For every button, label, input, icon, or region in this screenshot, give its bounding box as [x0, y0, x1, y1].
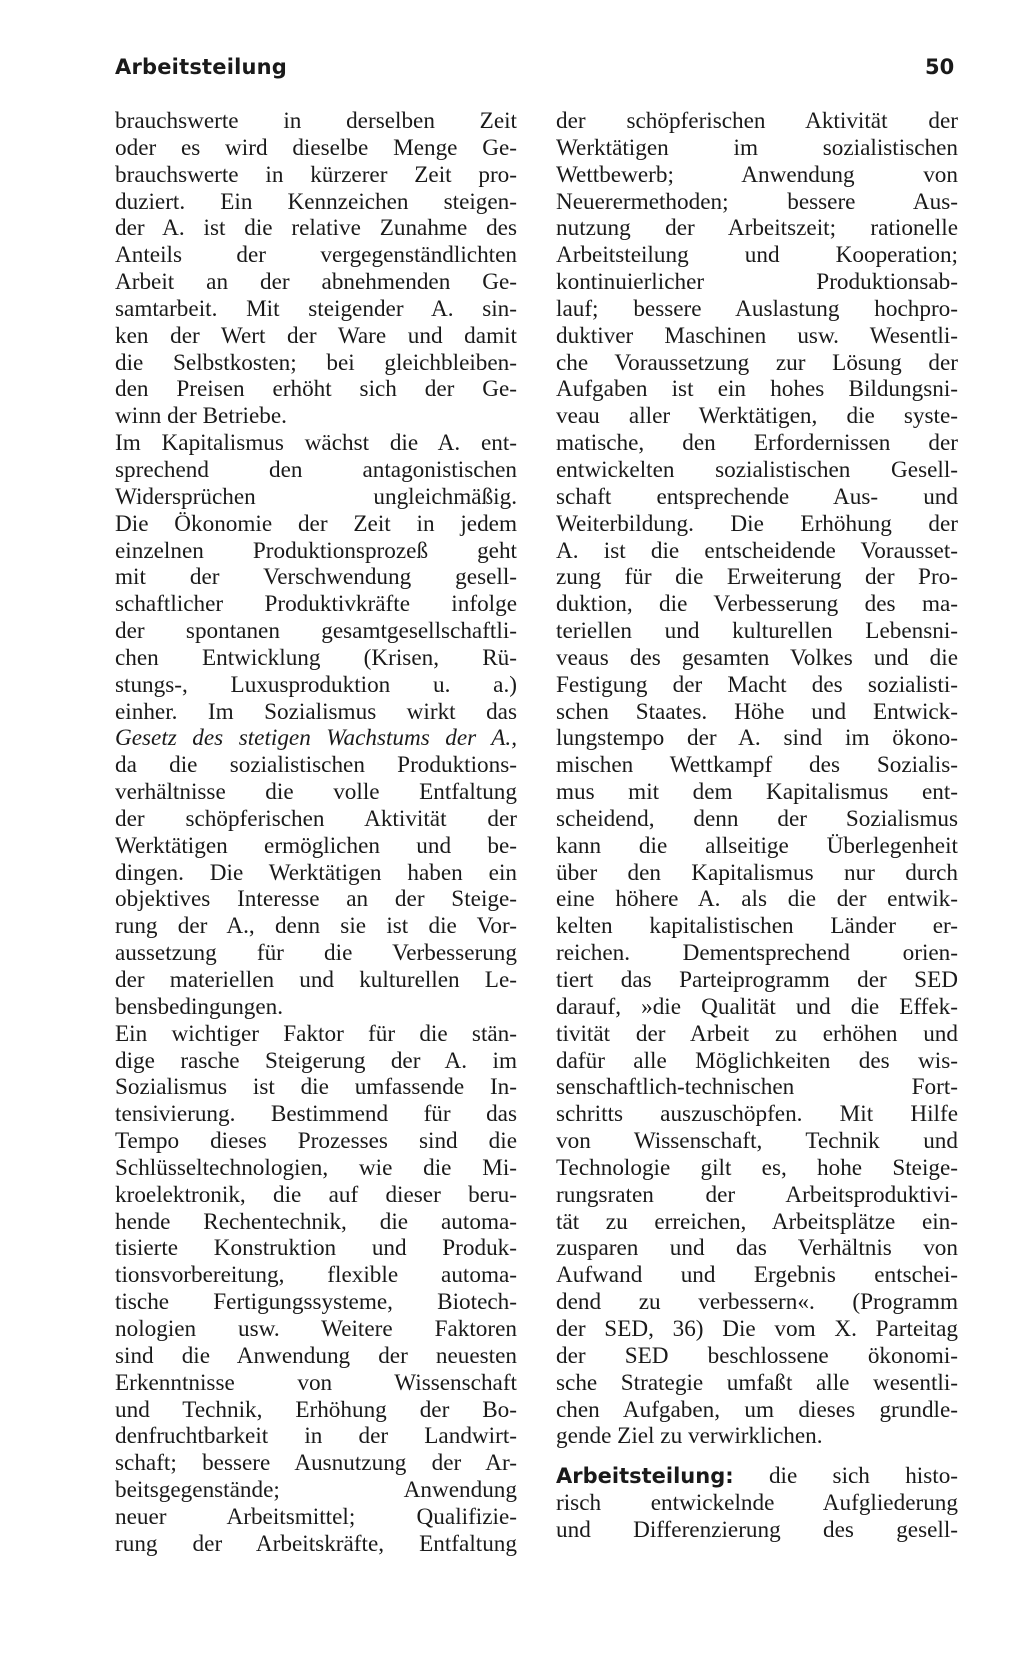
page-number: 50: [925, 55, 955, 79]
text-line: gende Ziel zu verwirklichen.: [556, 1423, 823, 1450]
text-line: veau aller Werktätigen, die syste-: [556, 403, 958, 430]
entry-term: Arbeitsteilung:: [556, 1464, 734, 1489]
text-line: reichen. Dementsprechend orien-: [556, 940, 958, 967]
text-line: nutzung der Arbeitszeit; rationelle: [556, 215, 958, 242]
text-line: entwickelten sozialistischen Gesell-: [556, 456, 958, 483]
text-line: Anteils der vergegenständlichten: [115, 242, 517, 269]
text-line: dige rasche Steigerung der A. im: [115, 1047, 517, 1074]
text-line: der A. ist die relative Zunahme des: [115, 215, 517, 242]
text-line: da die sozialistischen Produktions-: [115, 752, 517, 779]
right-column: [556, 108, 958, 1544]
text-line: veaus des gesamten Volkes und die: [556, 644, 958, 671]
text-line: der spontanen gesamtgesellschaftli-: [115, 618, 517, 645]
text-line: beitsgegenstände; Anwendung: [115, 1477, 517, 1504]
text-line: denfruchtbarkeit in der Landwirt-: [115, 1423, 517, 1450]
text-line: chen Aufgaben, um dieses grundle-: [556, 1396, 958, 1423]
text-line: schen Staates. Höhe und Entwick-: [556, 698, 958, 725]
text-line: Schlüsseltechnologien, wie die Mi-: [115, 1154, 517, 1181]
text-line: tionsvorbereitung, flexible automa-: [115, 1262, 517, 1289]
text-line: Wettbewerb; Anwendung von: [556, 161, 958, 188]
text-line: nologien usw. Weitere Faktoren: [115, 1315, 517, 1342]
text-line: dafür alle Möglichkeiten des wis-: [556, 1047, 958, 1074]
text-line: aussetzung für die Verbesserung: [115, 940, 517, 967]
text-line: che Voraussetzung zur Lösung der: [556, 349, 958, 376]
text-line: einher. Im Sozialismus wirkt das: [115, 698, 517, 725]
text-line: duziert. Ein Kennzeichen steigen-: [115, 188, 517, 215]
text-line: der schöpferischen Aktivität der: [556, 108, 958, 134]
text-line: kroelektronik, die auf dieser beru-: [115, 1181, 517, 1208]
entry-text: die sich histo-: [768, 1463, 959, 1490]
text-line: Aufgaben ist ein hohes Bildungsni-: [556, 376, 958, 403]
text-line: Erkenntnisse von Wissenschaft: [115, 1369, 517, 1396]
text-line: über den Kapitalismus nur durch: [556, 859, 958, 886]
text-line: Ein wichtiger Faktor für die stän-: [115, 1020, 517, 1047]
text-line: bensbedingungen.: [115, 993, 284, 1020]
text-line: und Differenzierung des gesell-: [556, 1516, 958, 1543]
text-line: brauchswerte in derselben Zeit: [115, 108, 517, 134]
running-head-title: Arbeitsteilung: [115, 55, 288, 79]
text-line: den Preisen erhöht sich der Ge-: [115, 376, 517, 403]
text-line: risch entwickelnde Aufgliederung: [556, 1490, 958, 1517]
text-line: lungstempo der A. sind im ökono-: [556, 725, 958, 752]
text-line: schaftlicher Produktivkräfte infolge: [115, 591, 517, 618]
text-line: Tempo dieses Prozesses sind die: [115, 1128, 517, 1155]
law-reference-line: Gesetz des stetigen Wachstums der A.,: [115, 725, 517, 752]
text-line: Die Ökonomie der Zeit in jedem: [115, 510, 517, 537]
text-line: brauchswerte in kürzerer Zeit pro-: [115, 161, 517, 188]
text-line: der SED beschlossene ökonomi-: [556, 1342, 958, 1369]
entry-spacer: [556, 1450, 958, 1463]
text-line: der materiellen und kulturellen Le-: [115, 967, 517, 993]
text-line: einzelnen Produktionsprozeß geht: [115, 537, 517, 564]
text-line: der schöpferischen Aktivität der: [115, 805, 517, 832]
text-line: dingen. Die Werktätigen haben ein: [115, 859, 517, 886]
text-line: von Wissenschaft, Technik und: [556, 1128, 958, 1155]
text-line: der SED, 36) Die vom X. Parteitag: [556, 1315, 958, 1342]
text-line: matische, den Erfordernissen der: [556, 430, 958, 457]
text-line: A. ist die entscheidende Vorausset-: [556, 537, 958, 564]
text-line: eine höhere A. als die der entwik-: [556, 886, 958, 913]
text-line: kontinuierlicher Produktionsab-: [556, 269, 958, 296]
left-column: [115, 108, 517, 1558]
text-line: verhältnisse die volle Entfaltung: [115, 779, 517, 806]
text-line: zusparen und das Verhältnis von: [556, 1235, 958, 1262]
text-line: sprechend den antagonistischen: [115, 456, 517, 483]
text-line: Neuerermethoden; bessere Aus-: [556, 188, 958, 215]
text-line: tensivierung. Bestimmend für das: [115, 1101, 517, 1128]
text-line: tisierte Konstruktion und Produk-: [115, 1235, 517, 1262]
text-line: senschaftlich-technischen Fort-: [556, 1074, 958, 1101]
text-line: dend zu verbessern«. (Programm: [556, 1289, 958, 1316]
text-line: tische Fertigungssysteme, Biotech-: [115, 1289, 517, 1316]
text-line: samtarbeit. Mit steigender A. sin-: [115, 295, 517, 322]
text-line: objektives Interesse an der Steige-: [115, 886, 517, 913]
text-line: und Technik, Erhöhung der Bo-: [115, 1396, 517, 1423]
text-line: sche Strategie umfaßt alle wesentli-: [556, 1369, 958, 1396]
text-line: Werktätigen im sozialistischen: [556, 134, 958, 161]
text-line: darauf, »die Qualität und die Effek-: [556, 993, 958, 1020]
text-line: scheidend, denn der Sozialismus: [556, 805, 958, 832]
text-line: Arbeit an der abnehmenden Ge-: [115, 269, 517, 296]
text-line: Festigung der Macht des sozialisti-: [556, 671, 958, 698]
text-line: Technologie gilt es, hohe Steige-: [556, 1154, 958, 1181]
text-line: lauf; bessere Auslastung hochpro-: [556, 295, 958, 322]
text-line: Aufwand und Ergebnis entschei-: [556, 1262, 958, 1289]
text-line: rung der A., denn sie ist die Vor-: [115, 913, 517, 940]
text-line: kann die allseitige Überlegenheit: [556, 832, 958, 859]
text-line: mischen Wettkampf des Sozialis-: [556, 752, 958, 779]
text-line: oder es wird dieselbe Menge Ge-: [115, 134, 517, 161]
entry-first-line: [556, 1463, 958, 1490]
text-line: ken der Wert der Ware und damit: [115, 322, 517, 349]
text-line: duktiver Maschinen usw. Wesentli-: [556, 322, 958, 349]
text-line: tiert das Parteiprogramm der SED: [556, 967, 958, 993]
text-line: neuer Arbeitsmittel; Qualifizie-: [115, 1503, 517, 1530]
text-line: teriellen und kulturellen Lebensni-: [556, 618, 958, 645]
text-line: schritts auszuschöpfen. Mit Hilfe: [556, 1101, 958, 1128]
text-line: Sozialismus ist die umfassende In-: [115, 1074, 517, 1101]
text-line: zung für die Erweiterung der Pro-: [556, 564, 958, 591]
text-line: Arbeitsteilung und Kooperation;: [556, 242, 958, 269]
text-line: stungs-, Luxusproduktion u. a.): [115, 671, 517, 698]
text-line: die Selbstkosten; bei gleichbleiben-: [115, 349, 517, 376]
text-line: tivität der Arbeit zu erhöhen und: [556, 1020, 958, 1047]
text-line: kelten kapitalistischen Länder er-: [556, 913, 958, 940]
text-line: tät zu erreichen, Arbeitsplätze ein-: [556, 1208, 958, 1235]
text-line: rung der Arbeitskräfte, Entfaltung: [115, 1530, 517, 1557]
text-line: schaft entsprechende Aus- und: [556, 483, 958, 510]
text-line: schaft; bessere Ausnutzung der Ar-: [115, 1450, 517, 1477]
text-line: Werktätigen ermöglichen und be-: [115, 832, 517, 859]
text-line: mus mit dem Kapitalismus ent-: [556, 779, 958, 806]
text-line: chen Entwicklung (Krisen, Rü-: [115, 644, 517, 671]
text-line: rungsraten der Arbeitsproduktivi-: [556, 1181, 958, 1208]
text-line: sind die Anwendung der neuesten: [115, 1342, 517, 1369]
text-line: Im Kapitalismus wächst die A. ent-: [115, 430, 517, 457]
text-line: hende Rechentechnik, die automa-: [115, 1208, 517, 1235]
text-line: duktion, die Verbesserung des ma-: [556, 591, 958, 618]
text-line: winn der Betriebe.: [115, 403, 287, 430]
text-line: Widersprüchen ungleichmäßig.: [115, 483, 517, 510]
text-line: mit der Verschwendung gesell-: [115, 564, 517, 591]
text-line: Weiterbildung. Die Erhöhung der: [556, 510, 958, 537]
